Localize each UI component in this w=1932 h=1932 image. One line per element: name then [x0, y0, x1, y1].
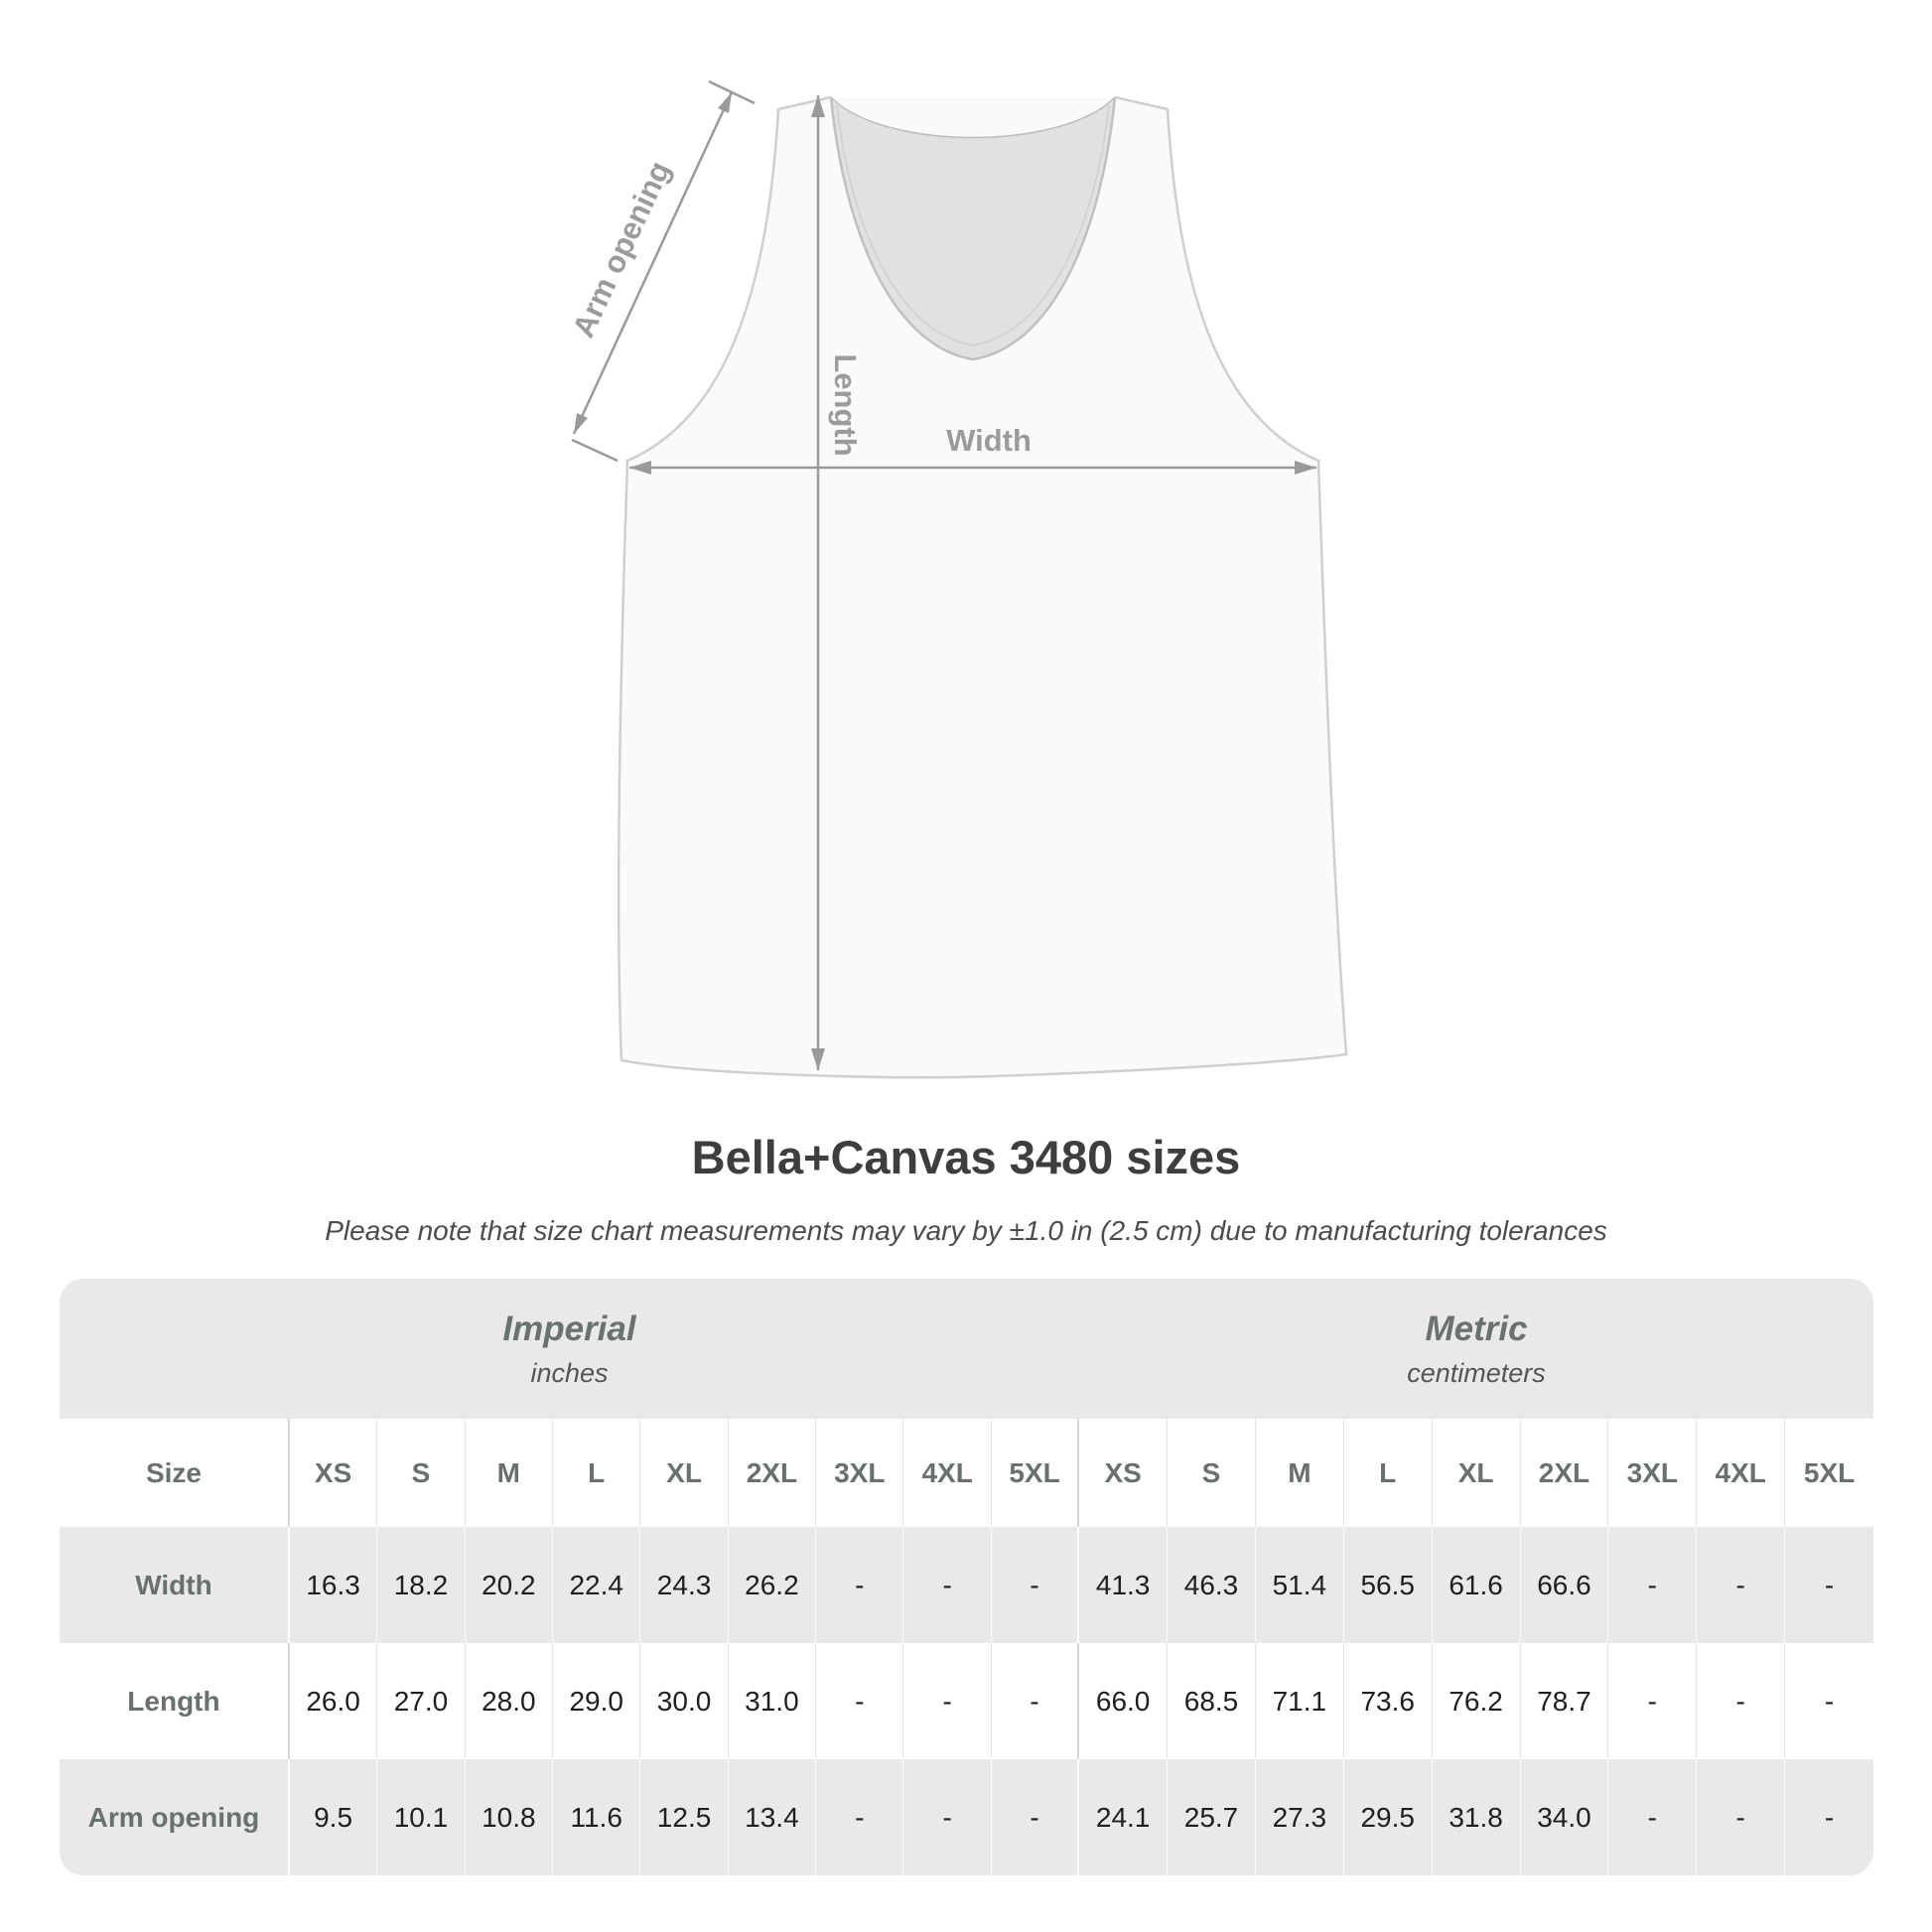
table-cell: 27.3: [1256, 1759, 1344, 1875]
imperial-size-header: 2XL: [729, 1419, 816, 1527]
table-cell: 27.0: [377, 1643, 465, 1759]
row-label: Arm opening: [60, 1759, 290, 1875]
table-cell: 26.0: [290, 1643, 377, 1759]
table-cell: 66.0: [1079, 1643, 1168, 1759]
metric-size-header: 4XL: [1697, 1419, 1785, 1527]
page-title: Bella+Canvas 3480 sizes: [691, 1131, 1241, 1183]
table-cell: -: [1824, 1685, 1835, 1717]
table-cell: 16.3: [290, 1527, 377, 1643]
table-row-arm-opening: [60, 1759, 1873, 1875]
table-cell: 22.4: [553, 1527, 640, 1643]
table-cell: -: [816, 1527, 903, 1643]
imperial-label: Imperial: [502, 1309, 636, 1348]
imperial-size-header: M: [466, 1419, 553, 1527]
table-cell: 46.3: [1168, 1527, 1256, 1643]
tank-top-svg: [536, 40, 1390, 1102]
table-cell: 71.1: [1256, 1643, 1344, 1759]
table-row-width: [60, 1527, 1873, 1643]
table-cell: 30.0: [640, 1643, 728, 1759]
row-label: Width: [60, 1527, 290, 1643]
width-label: Width: [946, 423, 1032, 459]
table-cell: 31.8: [1433, 1759, 1521, 1875]
table-cell: 73.6: [1344, 1643, 1433, 1759]
table-cell: 34.0: [1521, 1759, 1609, 1875]
imperial-size-header: 5XL: [992, 1419, 1079, 1527]
tank-top-diagram: [536, 40, 1390, 1102]
table-cell: -: [1824, 1569, 1835, 1600]
table-cell: -: [1824, 1801, 1835, 1833]
unit-group-metric: [1079, 1279, 1873, 1419]
table-cell: 10.1: [377, 1759, 465, 1875]
table-cell: -: [816, 1643, 903, 1759]
table-cell: 31.0: [729, 1643, 816, 1759]
table-cell: -: [903, 1527, 991, 1643]
table-cell: 12.5: [640, 1759, 728, 1875]
table-cell: 18.2: [377, 1527, 465, 1643]
metric-size-header: 2XL: [1521, 1419, 1609, 1527]
table-cell: 61.6: [1433, 1527, 1521, 1643]
table-cell: 41.3: [1079, 1527, 1168, 1643]
metric-label: Metric: [1425, 1309, 1528, 1348]
table-cell: -: [992, 1643, 1079, 1759]
table-cell: 10.8: [466, 1759, 553, 1875]
table-cell: 68.5: [1168, 1643, 1256, 1759]
table-cell: -: [1608, 1759, 1697, 1875]
imperial-size-header: S: [377, 1419, 465, 1527]
table-cell: 78.7: [1521, 1643, 1609, 1759]
metric-size-header: XL: [1433, 1419, 1521, 1527]
metric-size-header: S: [1168, 1419, 1256, 1527]
table-row-length: [60, 1643, 1873, 1759]
metric-size-header: 5XL: [1803, 1456, 1856, 1488]
table-cell: 13.4: [729, 1759, 816, 1875]
table-cell: -: [816, 1759, 903, 1875]
table-cell: 26.2: [729, 1527, 816, 1643]
imperial-sublabel: inches: [530, 1357, 609, 1388]
table-cell: -: [1608, 1527, 1697, 1643]
table-cell: 20.2: [466, 1527, 553, 1643]
table-cell: 28.0: [466, 1643, 553, 1759]
arm-opening-arrowhead-top: [718, 92, 732, 113]
imperial-size-header: L: [553, 1419, 640, 1527]
table-cell: 25.7: [1168, 1759, 1256, 1875]
table-cell: 76.2: [1433, 1643, 1521, 1759]
table-cell: 29.0: [553, 1643, 640, 1759]
table-cell: -: [992, 1527, 1079, 1643]
size-column-header: Size: [60, 1419, 290, 1527]
table-cell: 9.5: [290, 1759, 377, 1875]
imperial-size-header: 3XL: [816, 1419, 903, 1527]
table-cell: -: [1697, 1527, 1785, 1643]
table-cell: -: [1697, 1643, 1785, 1759]
tolerance-note: Please note that size chart measurements may vary by ±1.0 in (2.5 cm) due to manufacturing tolerances: [325, 1215, 1607, 1246]
table-cell: 51.4: [1256, 1527, 1344, 1643]
arm-opening-arrowhead-bottom: [574, 413, 588, 434]
imperial-size-header: 4XL: [903, 1419, 991, 1527]
length-label: Length: [827, 353, 863, 457]
imperial-size-header: XS: [290, 1419, 377, 1527]
table-cell: -: [903, 1759, 991, 1875]
table-cell: -: [903, 1643, 991, 1759]
unit-header-band: [60, 1279, 1873, 1419]
imperial-size-header: XL: [640, 1419, 728, 1527]
unit-group-imperial: [60, 1279, 1079, 1419]
metric-size-header: L: [1344, 1419, 1433, 1527]
table-cell: -: [1697, 1759, 1785, 1875]
table-cell: 24.1: [1079, 1759, 1168, 1875]
metric-sublabel: centimeters: [1407, 1357, 1546, 1388]
table-header-row: [60, 1419, 1873, 1527]
metric-size-header: M: [1256, 1419, 1344, 1527]
arm-opening-label: Arm opening: [565, 155, 678, 344]
table-cell: -: [1608, 1643, 1697, 1759]
table-cell: 66.6: [1521, 1527, 1609, 1643]
row-label: Length: [60, 1643, 290, 1759]
size-table: [60, 1279, 1873, 1875]
table-cell: -: [992, 1759, 1079, 1875]
table-cell: 29.5: [1344, 1759, 1433, 1875]
table-cell: 56.5: [1344, 1527, 1433, 1643]
metric-size-header: XS: [1079, 1419, 1168, 1527]
table-cell: 24.3: [640, 1527, 728, 1643]
table-cell: 11.6: [553, 1759, 640, 1875]
metric-size-header: 3XL: [1608, 1419, 1697, 1527]
